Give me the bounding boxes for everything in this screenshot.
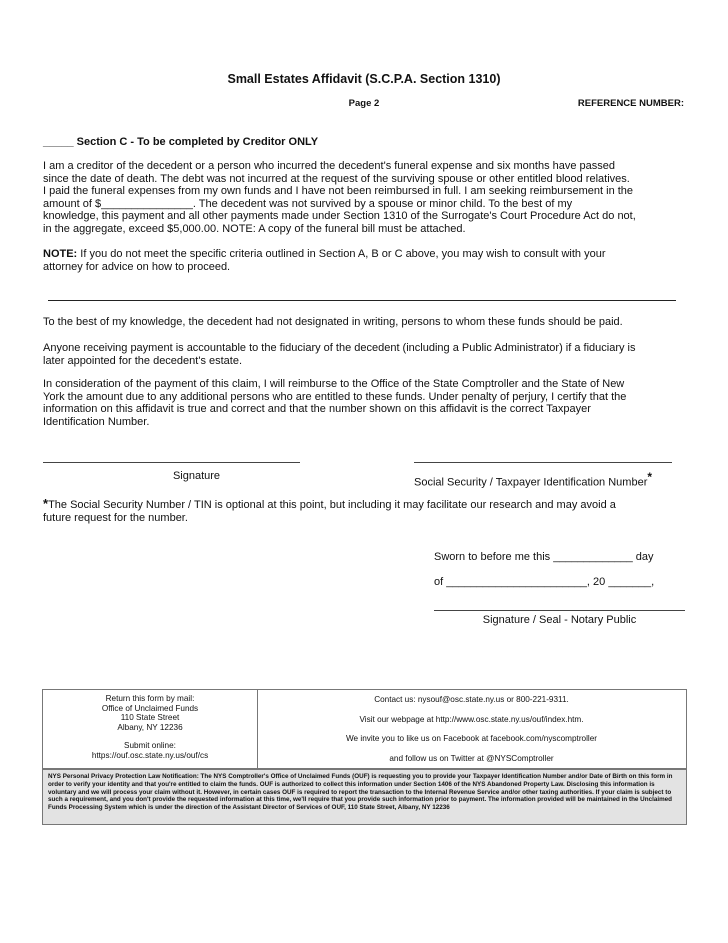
mail-line: Albany, NY 12236 <box>117 722 183 732</box>
reimbursement-line: Identification Number. <box>43 415 150 428</box>
mail-line: Office of Unclaimed Funds <box>101 703 199 713</box>
fiduciary-statement <box>43 342 686 367</box>
section-c-line: I am a creditor of the decedent or a person who incurred the decedent's funeral expense and six months have passed <box>43 160 616 172</box>
section-c-line: knowledge, this payment and all other payments made under Section 1310 of the Surrogate's Court Procedure Act do not, <box>43 210 636 223</box>
notary-seal-label: Signature / Seal - Notary Public <box>482 614 637 626</box>
section-c-line: since the date of death. The debt was not incurred at the request of the surviving spouse or other entitled blood relatives. <box>43 172 630 185</box>
section-c-heading: _____ Section C - To be completed by Creditor ONLY <box>43 136 319 148</box>
reimbursement-line: information on this affidavit is true and correct and that the number shown on this affidavit is the correct Taxpayer <box>43 403 591 416</box>
section-divider <box>48 300 676 301</box>
twitter-link[interactable]: and follow us on Twitter at @NYSComptroller <box>389 754 554 763</box>
section-c-line: I paid the funeral expenses from my own funds and I have not been reimbursed in full. I am seeking reimbursement in the <box>43 185 634 198</box>
fiduciary-line: later appointed for the decedent's estate. <box>43 354 243 367</box>
ssn-line[interactable] <box>414 462 672 463</box>
document-title: Small Estates Affidavit (S.C.P.A. Section 1310) <box>227 72 501 86</box>
notary-date-line: of _______________________, 20 _______, <box>434 576 655 588</box>
contact-box <box>42 689 687 769</box>
footnote-asterisk: * <box>43 496 49 511</box>
ssn-label-wrap <box>414 470 652 489</box>
mail-line: Return this form by mail: <box>105 694 195 703</box>
reimbursement-line: In consideration of the payment of this claim, I will reimburse to the Office of the State Comptroller and the State of New <box>43 378 625 390</box>
contact-info: Contact us: nysouf@osc.state.ny.us or 800-221-9311. <box>374 695 569 704</box>
reference-number-label: REFERENCE NUMBER: <box>577 98 684 109</box>
submit-online-link[interactable]: https://ouf.osc.state.ny.us/ouf/cs <box>91 750 209 760</box>
notary-signature-line[interactable] <box>434 610 685 611</box>
ssn-footnote <box>43 498 686 524</box>
note-label: NOTE: <box>43 248 78 260</box>
asterisk-mark: * <box>647 470 653 484</box>
note-paragraph <box>43 248 686 273</box>
designation-statement: To the best of my knowledge, the decedent had not designated in writing, persons to whom these funds should be paid. <box>43 316 623 328</box>
note-text: If you do not meet the specific criteria outlined in Section A, B or C above, you may wish to consult with your <box>77 248 606 260</box>
page-number: Page 2 <box>348 98 380 109</box>
reimbursement-statement <box>43 378 686 428</box>
notary-sworn: Sworn to before me this _____________ day <box>434 551 654 563</box>
privacy-notice-box <box>42 769 687 825</box>
signature-label: Signature <box>172 470 221 482</box>
submit-online-label: Submit online: <box>124 741 176 751</box>
footnote-line1: The Social Security Number / TIN is optional at this point, but including it may facilitate our research and may avoid a <box>48 499 616 511</box>
section-c-line: amount of $_______________. The decedent was not survived by a spouse or minor child. To the best of my <box>43 197 573 210</box>
section-c-line: in the aggregate, exceed $5,000.00. NOTE: A copy of the funeral bill must be attached. <box>43 222 466 235</box>
signature-line[interactable] <box>43 462 300 463</box>
mail-instructions <box>43 694 257 761</box>
privacy-notice: NYS Personal Privacy Protection Law Notification: The NYS Comptroller's Office of Unclaimed Funds (OUF) is requesting you to provide your Taxpayer Identification Number and/or Date of Birth on this form in order to verify your identity and that you're entitled to claim the funds. OUF is authorized to collect this information under Section 1406 of the NYS Abandoned Property Law. Disclosing this information is voluntary and we will process your claim without it. However, in certain cases OUF is required to report the transaction to the Internal Revenue Service and/or other taxing authorities. If your claim is subject to such a requirement, and you don't provide the requested information at this time, we'll require that you provide such information prior to payment. The information provided will be maintained in the Unclaimed Funds Processing System which is under the direction of the Assistant Director of Services of OUF, 110 State Street, Albany, NY 12236 <box>48 773 673 812</box>
facebook-link[interactable]: We invite you to like us on Facebook at facebook.com/nyscomptroller <box>345 734 598 743</box>
reimbursement-line: York the amount due to any additional persons who are entitled to these funds. Under penalty of perjury, I certify that the <box>43 390 627 403</box>
section-c-body <box>43 160 686 236</box>
note-text-line2: attorney for advice on how to proceed. <box>43 260 231 273</box>
mail-line: 110 State Street <box>120 713 180 723</box>
webpage-link[interactable]: Visit our webpage at http://www.osc.state.ny.us/ouf/index.htm. <box>359 715 584 724</box>
fiduciary-line: Anyone receiving payment is accountable to the fiduciary of the decedent (including a Public Administrator) if a fiduciary is <box>43 342 636 354</box>
ssn-label: Social Security / Taxpayer Identification Number <box>414 476 648 489</box>
footnote-line2: future request for the number. <box>43 511 188 524</box>
